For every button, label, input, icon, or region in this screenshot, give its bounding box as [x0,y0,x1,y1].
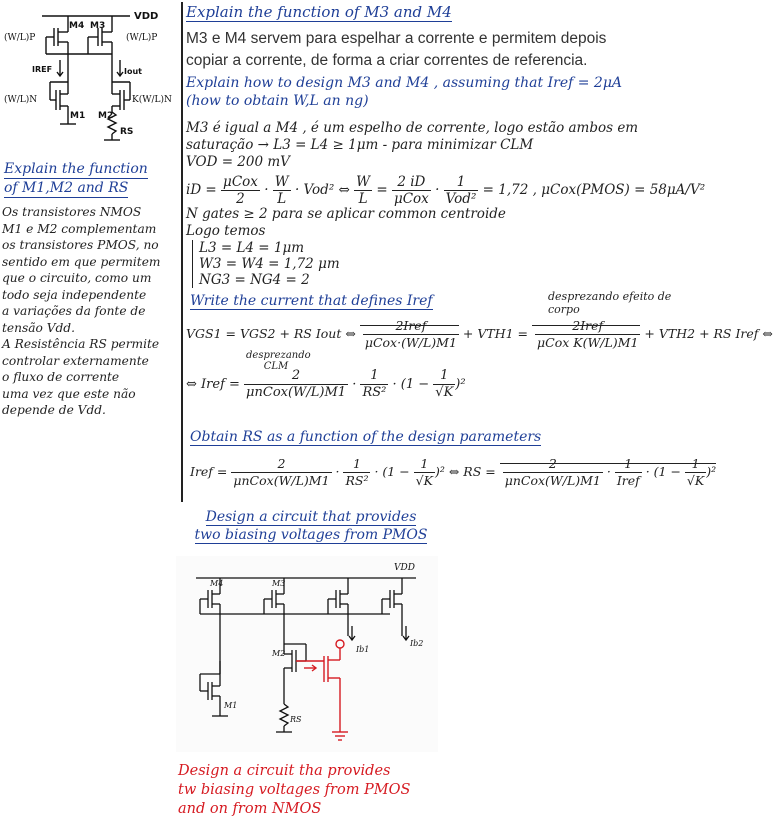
section5-heading-line2: two biasing voltages from PMOS [194,527,428,543]
left-line: A Resistência RS permite [2,337,160,351]
left-line: M1 e M2 complementam [2,221,157,236]
brace-line: L3 = L4 = 1μm [199,240,305,256]
section6-red-prompt [178,762,410,819]
section4-heading-text: Obtain RS as a function of the design parameters [190,429,542,445]
left-heading [4,160,148,198]
eq-result: = 1,72 [482,182,529,198]
circuit-m1-label: M1 [224,701,238,710]
left-line: que o circuito, como um [2,271,152,285]
section2-line: M3 é igual a M4 , é um espelho de corrente, logo estão ambos em [186,120,639,136]
brace-line: NG3 = NG4 = 2 [199,272,310,288]
section2-brace-block [192,240,340,288]
eq-frac-vod: $\frac{1}{\text{Vod²}}$ [445,174,477,207]
section6-line: Design a circuit tha provides [178,763,391,779]
circuit-m3-label: M3 [272,579,286,588]
eq-frac-w-over-l: $\frac{W}{L}$ [356,174,371,207]
circuit-ib2-label: Ib2 [410,639,424,648]
column-divider [181,2,183,502]
circuit-m4-label: M4 [210,579,224,588]
left-line: sentido em que permitem [2,254,161,269]
left-line: depende de Vdd. [2,403,106,417]
eq-vgs: VGS1 = VGS2 + RS Iout ⇔ [186,326,356,341]
section6-line: tw biasing voltages from PMOS [178,782,411,798]
eq4-iref: Iref = [190,464,228,479]
left-line: o fluxo de corrente [2,370,120,384]
section3-equation2: ⇔ Iref = $\frac{2}{\text{μnCox(W/L)M1}}$ · $\frac{1}{\text{RS²}}$ · (1 − $\frac{1}{√K}$ )² [186,368,466,400]
left-column-text [2,204,180,419]
left-line: uma vez que este não [2,386,136,401]
schematic-rs-label: RS [120,127,134,137]
section1-heading [186,2,452,22]
section4-heading [190,428,541,446]
left-line: controlar externamente [2,353,149,368]
section3-note: desprezando efeito de corpo [548,290,672,316]
section4-equation: Iref = $\frac{2}{\text{μnCox(W/L)M1}}$ · $\frac{1}{\text{RS²}}$ · (1 − $\frac{1}{√K}$ )² ⇔ RS = $\frac{2}{\text{μnCox(W/L)M1}}$ · $\frac{1}{\text{Iref}}$ · (1 − $\frac{1}{√K}$ )² [190,456,717,488]
circuit-rs-label: RS [290,715,302,724]
eq-frac-wl: $\frac{W}{L}$ [274,174,289,207]
eq-sqrt2: $\frac{\text{2Iref}}{\text{μCox K(W/L)M1}}$ [532,325,640,341]
schematic-wl-p-right: (W/L)P [126,33,158,43]
brace-line: W3 = W4 = 1,72 μm [199,256,340,272]
section2-heading-line1: Explain how to design M3 and M4 , assuming that Iref = 2μA [186,75,623,91]
eq-iref-label: ⇔ Iref = [186,377,240,392]
beta-multiplier-schematic [2,2,174,150]
eq-mu-pmos: , μCox(PMOS) = 58μA/V² [532,182,706,198]
schematic-wl-n-left: (W/L)N [4,95,38,105]
section2-after-line: N gates ≥ 2 para se aplicar common centroide [186,206,506,222]
left-heading-line1: Explain the function [4,161,148,177]
eq-frac-2id: $\frac{2 iD}{\text{μCox}}$ [393,174,429,207]
circuit-m2-label: M2 [272,649,286,658]
section2-equation: iD = $\frac{\text{μCox}}{2}$ · $\frac{W}{L}$ · Vod² ⇔ $\frac{W}{L}$ = $\frac{2 iD}{\text{μCox}}$ · $\frac{1}{\text{Vod²}}$ = 1,72 , μCox(PMOS) = 58μA/V² [186,174,706,207]
section2-line: VOD = 200 mV [186,154,290,170]
section3-equation1: VGS1 = VGS2 + RS Iout ⇔ $\frac{\text{2Iref}}{\text{μCox·(W/L)M1}}$ + VTH1 = $\frac{\text{2Iref}}{\text{μCox K(W/L)M1}}$ + VTH2 + RS Iref ⇔ [186,318,773,350]
section2-body [186,120,691,171]
schematic-m2-label: M2 [98,111,114,121]
circuit-vdd-label: VDD [394,563,415,573]
section2-heading-line2: (how to obtain W,L an ng) [186,93,369,109]
section3-heading [190,292,433,310]
left-line: a variações da fonte de [2,304,146,318]
schematic-m3-label: M3 [90,21,106,31]
section1-typed-answer: M3 e M4 servem para espelhar a corrente e permitem depois copiar a corrente, de forma a criar correntes de referencia. [186,30,607,69]
schematic-wl-p-left: (W/L)P [4,33,36,43]
circuit-ib1-label: Ib1 [356,645,370,654]
section5-heading-line1: Design a circuit that provides [205,509,417,525]
section5-heading [186,508,436,544]
section3-note-left: desprezando CLM [246,350,311,372]
eq-sqrt1: $\frac{\text{2Iref}}{\text{μCox·(W/L)M1}}$ [360,325,459,341]
left-line: todo seja independente [2,287,147,302]
schematic-iref-label: IREF [32,65,53,74]
schematic-vdd-label: VDD [134,11,159,22]
section2-after-line: Logo temos [186,223,266,239]
left-line: os transistores PMOS, no [2,238,159,252]
section2-heading [186,74,691,110]
schematic-m4-label: M4 [69,21,85,31]
left-line: tensão Vdd. [2,320,75,335]
section2-after [186,206,691,240]
section3-heading-text: Write the current that defines Iref [190,293,433,309]
left-line: Os transistores NMOS [2,205,142,219]
schematic-iout-label: Iout [124,67,142,76]
eq-frac-mucox: $\frac{\text{μCox}}{2}$ [223,174,258,207]
section6-line: and on from NMOS [178,801,322,817]
schematic-m1-label: M1 [70,111,86,121]
eq-id-label: iD = [186,182,217,198]
left-heading-line2: of M1,M2 and RS [4,180,129,196]
pmos-bias-circuit [176,556,438,752]
section2-line: saturação → L3 = L4 ≥ 1μm - para minimizar CLM [186,137,534,153]
schematic-k-wl-n: K(W/L)N [132,95,172,105]
eq4-rs: ⇔ RS = [448,464,496,479]
section1-heading-text: Explain the function of M3 and M4 [186,3,452,21]
